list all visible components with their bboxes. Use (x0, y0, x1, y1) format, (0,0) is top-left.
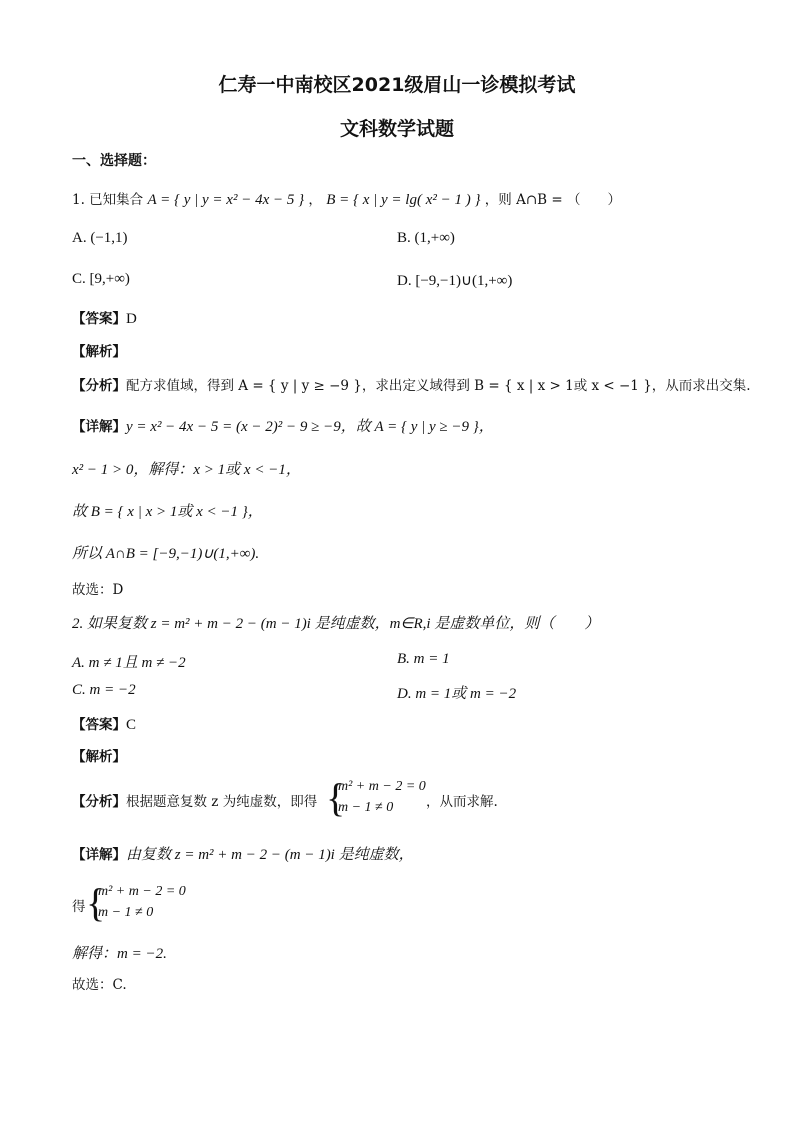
q2-detail-tag: 【详解】 (72, 847, 126, 863)
q2-answer: C (126, 717, 137, 733)
q2-analysis-system-row-1: m² + m − 2 = 0 (338, 779, 426, 794)
q1-option-c: C. [9,+∞) (72, 271, 130, 287)
q1-stem-pre: 1. 已知集合 (72, 192, 144, 208)
q2-analysis-post: ，从而求解. (426, 794, 498, 810)
q2-detail-2-pre: 得 (72, 899, 86, 915)
q2-analysis-tag: 【分析】 (72, 794, 126, 810)
q2-analysis-pre: 根据题意复数 z 为纯虚数，即得 (126, 794, 318, 810)
q1-answer-line (72, 307, 137, 328)
q1-choose: 故选：D (72, 582, 124, 598)
q1-analysis-title: 【解析】 (72, 344, 126, 360)
q2-analysis-title: 【解析】 (72, 749, 126, 765)
q2-detail-line-1 (72, 843, 414, 864)
q1-answer: D (126, 311, 137, 327)
q2-analysis-line (72, 790, 317, 810)
q2-answer-tag: 【答案】 (72, 717, 126, 733)
brace-icon: { (86, 880, 106, 925)
q2-option-d: D. m = 1或 m = −2 (397, 686, 517, 702)
q2-choose: 故选：C. (72, 977, 127, 993)
q1-detail-4: 所以 A∩B = [−9,−1)∪(1,+∞). (72, 546, 260, 562)
q1-stem-post: ，则 A∩B = （ ） (484, 192, 621, 208)
q2-stem-text: 2. 如果复数 z = m² + m − 2 − (m − 1)i 是纯虚数，m∈R,i 是虚数单位，则（ ） (72, 616, 600, 632)
q2-solve: 解得：m = −2. (72, 946, 167, 962)
q2-detail-system (86, 880, 206, 929)
q1-comma: ， (308, 192, 322, 208)
document-title: 仁寿一中南校区2021级眉山一诊模拟考试 (218, 74, 576, 96)
q1-detail-line-1 (72, 415, 494, 436)
q2-option-a: A. m ≠ 1且 m ≠ −2 (72, 655, 186, 671)
q1-set-a: A = { y | y = x² − 4x − 5 } (147, 192, 305, 208)
q1-detail-tag: 【详解】 (72, 419, 126, 435)
q2-option-b: B. m = 1 (397, 651, 450, 667)
q2-answer-line (72, 713, 136, 734)
q1-option-d: D. [−9,−1)∪(1,+∞) (397, 273, 513, 289)
q1-set-b: B = { x | y = lg( x² − 1 ) } (326, 192, 481, 208)
q1-detail-3: 故 B = { x | x > 1或 x < −1 }， (72, 504, 263, 520)
q1-option-b: B. (1,+∞) (397, 230, 455, 246)
q1-detail-2: x² − 1 > 0，解得：x > 1或 x < −1， (72, 462, 301, 478)
q1-analysis-tag: 【分析】 (72, 378, 126, 394)
q1-option-a: A. (−1,1) (72, 230, 128, 246)
section-heading: 一、选择题： (72, 153, 156, 169)
q1-stem (72, 188, 621, 209)
q2-analysis-system-row-2: m − 1 ≠ 0 (338, 800, 394, 815)
brace-icon: { (326, 775, 346, 820)
q2-stem (72, 612, 599, 633)
q2-option-c: C. m = −2 (72, 682, 136, 698)
q1-detail-1: y = x² − 4x − 5 = (x − 2)² − 9 ≥ −9，故 A = { y | y ≥ −9 }， (126, 419, 494, 435)
q2-detail-1: 由复数 z = m² + m − 2 − (m − 1)i 是纯虚数， (126, 847, 414, 863)
q1-analysis-text: 配方求值域，得到 A = { y | y ≥ −9 }，求出定义域得到 B = { x | x > 1或 x < −1 }，从而求出交集. (126, 378, 751, 394)
q1-answer-tag: 【答案】 (72, 311, 126, 327)
q2-detail-system-row-2: m − 1 ≠ 0 (98, 905, 154, 920)
q2-detail-system-row-1: m² + m − 2 = 0 (98, 884, 186, 899)
document-subtitle: 文科数学试题 (339, 118, 454, 140)
q1-analysis-line (72, 374, 751, 394)
